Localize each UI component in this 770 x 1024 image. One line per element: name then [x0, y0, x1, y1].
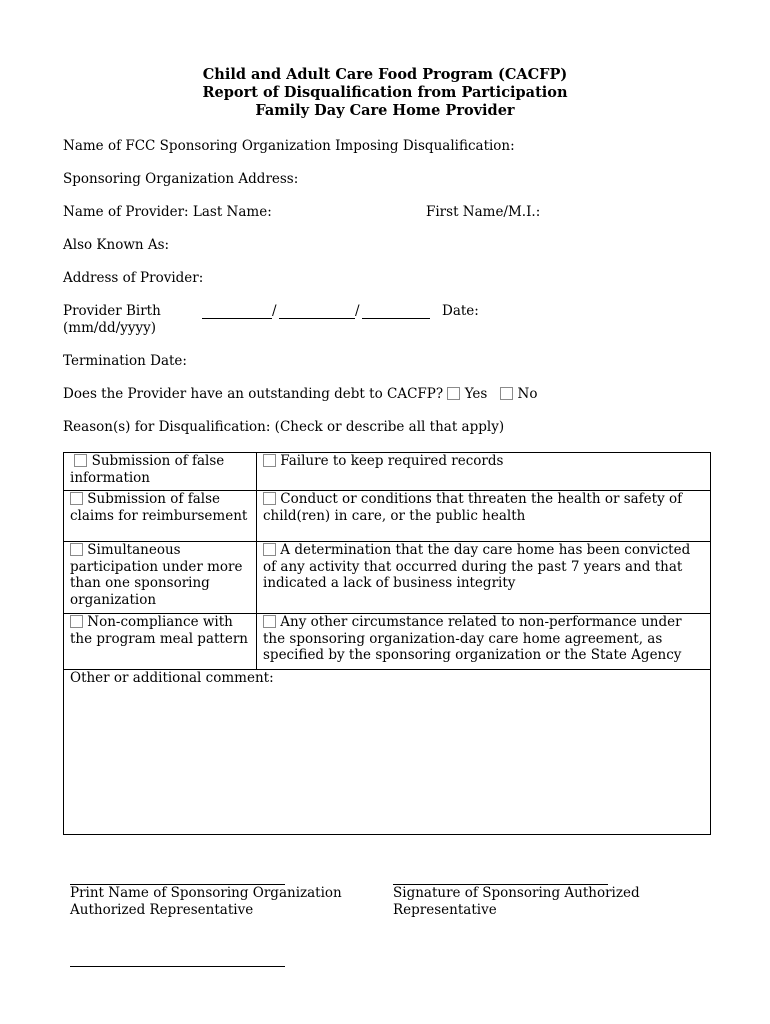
comment-row — [64, 670, 711, 835]
reason-cell-left — [64, 453, 257, 491]
reason-row — [64, 491, 711, 542]
sponsor-name-label: Name of FCC Sponsoring Organization Imposing Disqualification: — [63, 138, 515, 154]
print-name-label-line-1: Print Name of Sponsoring Organization — [70, 885, 342, 901]
reason-row — [64, 453, 711, 491]
reason-cell-right — [257, 453, 711, 491]
debt-yes-checkbox[interactable] — [447, 387, 460, 400]
reason-cell-left — [64, 491, 257, 542]
reason-label: Failure to keep required records — [280, 453, 504, 469]
form-title-line-3: Family Day Care Home Provider — [255, 102, 515, 119]
reason-label: Conduct or conditions that threaten the health or safety of child(ren) in care, or the public health — [263, 491, 683, 524]
debt-question — [63, 386, 537, 402]
reason-cell-right — [257, 491, 711, 542]
reason-cell-left — [64, 542, 257, 614]
reason-row — [64, 542, 711, 614]
reason-checkbox[interactable] — [70, 492, 83, 505]
signature-label-line-1: Signature of Sponsoring Authorized — [393, 885, 640, 901]
comment-label: Other or additional comment: — [70, 670, 274, 686]
reason-label: Any other circumstance related to non-performance under the sponsoring organization-day care home agreement, as specified by the sponsoring organization or the State Agency — [263, 614, 682, 663]
termination-date-label: Termination Date: — [63, 353, 187, 369]
date-signature-line[interactable] — [70, 966, 285, 967]
reason-checkbox[interactable] — [74, 454, 87, 467]
print-name-label-line-2: Authorized Representative — [70, 901, 254, 918]
reason-label: Non-compliance with the program meal pattern — [70, 614, 248, 647]
provider-address-label: Address of Provider: — [63, 270, 204, 286]
print-name-label — [70, 885, 342, 918]
reason-checkbox[interactable] — [70, 615, 83, 628]
date-slash-1: / — [272, 303, 277, 319]
birth-year-line[interactable] — [362, 318, 430, 319]
reason-checkbox[interactable] — [263, 492, 276, 505]
reason-label: A determination that the day care home has been convicted of any activity that occurred during the past 7 years and that indicated a lack of business integrity — [263, 542, 691, 591]
reason-label: Simultaneous participation under more than one sponsoring organization — [70, 542, 243, 608]
debt-question-text: Does the Provider have an outstanding debt to CACFP? — [63, 386, 444, 402]
birth-date-format: (mm/dd/yyyy) — [63, 320, 157, 336]
signature-label — [393, 885, 640, 918]
reasons-table — [63, 452, 711, 835]
debt-no-label: No — [517, 386, 538, 402]
debt-yes-label: Yes — [464, 386, 488, 402]
reason-checkbox[interactable] — [263, 454, 276, 467]
reason-label: Submission of false information — [70, 453, 225, 486]
reason-checkbox[interactable] — [263, 543, 276, 556]
reason-row — [64, 614, 711, 670]
debt-no-checkbox[interactable] — [500, 387, 513, 400]
birth-month-line[interactable] — [202, 318, 272, 319]
provider-first-name-label: First Name/M.I.: — [426, 204, 541, 220]
also-known-as-label: Also Known As: — [63, 237, 170, 253]
form-title-line-1: Child and Adult Care Food Program (CACFP) — [202, 66, 568, 83]
provider-birth-label: Provider Birth — [63, 303, 161, 319]
birth-day-line[interactable] — [279, 318, 355, 319]
reason-cell-right — [257, 542, 711, 614]
form-title-line-2: Report of Disqualification from Participation — [202, 84, 568, 101]
reason-cell-right — [257, 614, 711, 670]
reason-checkbox[interactable] — [263, 615, 276, 628]
sponsor-address-label: Sponsoring Organization Address: — [63, 171, 299, 187]
comment-field[interactable] — [64, 670, 711, 835]
reasons-heading: Reason(s) for Disqualification: (Check or describe all that apply) — [63, 419, 505, 435]
date-slash-2: / — [355, 303, 360, 319]
reason-label: Submission of false claims for reimbursement — [70, 491, 248, 524]
provider-last-name-label: Name of Provider: Last Name: — [63, 204, 272, 220]
signature-label-line-2: Representative — [393, 901, 497, 918]
reason-cell-left — [64, 614, 257, 670]
reason-checkbox[interactable] — [70, 543, 83, 556]
birth-date-label: Date: — [442, 303, 479, 319]
